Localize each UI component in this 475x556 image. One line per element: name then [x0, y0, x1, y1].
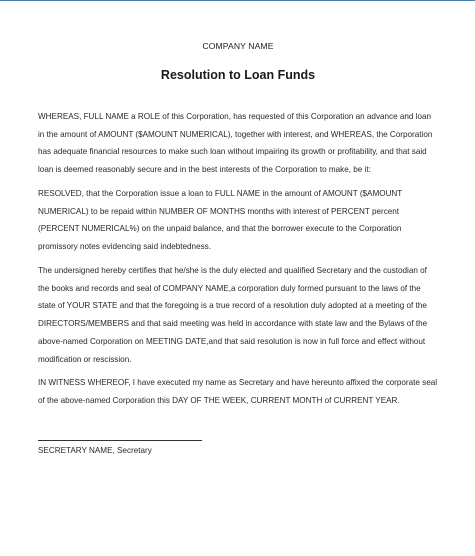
- paragraph-witness: IN WITNESS WHEREOF, I have executed my name as Secretary and have hereunto affixed the corporate seal of the above-named Corporation this DAY OF THE WEEK, CURRENT MONTH of CURRENT YEAR.: [38, 378, 438, 405]
- document-title: Resolution to Loan Funds: [160, 68, 316, 82]
- signature-label: SECRETARY NAME, Secretary: [38, 446, 152, 455]
- paragraph-resolved: RESOLVED, that the Corporation issue a loan to FULL NAME in the amount of AMOUNT ($AMOUNT NUMERICAL) to be repaid within NUMBER OF MONTHS months with interest of PERCENT percent (PERCENT NUMERICAL%) on the unpaid balance, and that the borrower execute to the Corporation promissory notes evidencing said indebtedness.: [38, 189, 403, 252]
- signature-line: [38, 440, 202, 441]
- paragraph-whereas: WHEREAS, FULL NAME a ROLE of this Corporation, has requested of this Corporation an advance and loan in the amount of AMOUNT ($AMOUNT NUMERICAL), together with interest, and WHEREAS, the Corporation has adequate financial resources to make such loan without impairing its growth or profitability, and that said loan is deemed reasonably secure and in the best interests of the Corporation to make, be it:: [38, 112, 433, 175]
- paragraph-certification: The undersigned hereby certifies that he/she is the duly elected and qualified Secretary and the custodian of the books and records and seal of COMPANY NAME,a corporation duly formed pursuant to the laws of the state of YOUR STATE and that the foregoing is a true record of a resolution duly adopted at a meeting of the DIRECTORS/MEMBERS and that said meeting was held in accordance with state law and the Bylaws of the above-named Corporation on MEETING DATE,and that said resolution is now in full force and effect without modification or rescission.: [38, 266, 428, 364]
- top-border-line: [0, 0, 475, 1]
- company-name: COMPANY NAME: [202, 41, 274, 51]
